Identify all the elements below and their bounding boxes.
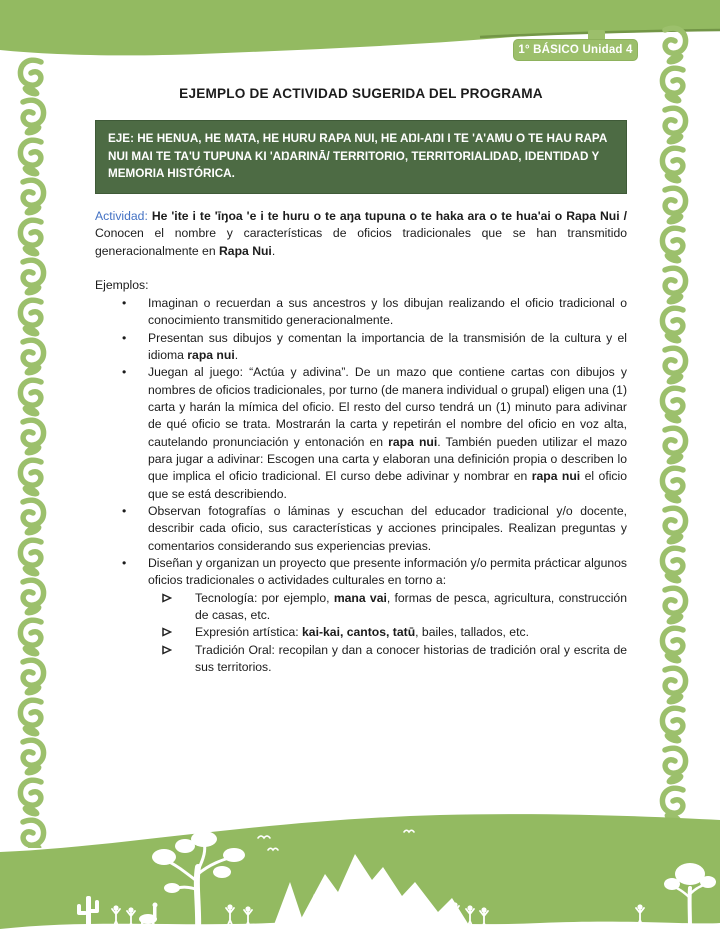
unit-badge-label: 1° BÁSICO Unidad 4: [518, 44, 633, 56]
list-item: [95, 555, 627, 590]
list-item: [95, 364, 627, 503]
arrow-bullet-icon: [162, 624, 195, 641]
sub-list-item: [95, 590, 627, 625]
left-ornament-border: [15, 56, 49, 848]
right-ornament-border: [657, 24, 691, 848]
list-item-text: Diseñan y organizan un proyecto que presente información y/o permita prácticar algunos oficios tradicionales o actividades culturales en torno a:: [148, 556, 627, 588]
arrow-bullet-icon: [162, 642, 195, 677]
list-item: [95, 503, 627, 555]
list-item-text: Presentan sus dibujos y comentan la importancia de la transmisión de la cultura y el idioma rapa nui.: [148, 330, 627, 363]
content-column: [95, 86, 627, 676]
activity-paragraph: Actividad: He 'ite i te 'īŋoa 'e i te huru o te aŋa tupuna o te haka ara o te hua'ai o Rapa Nui / Conocen el nombre y características de oficios tradicionales que se han transmitido generacionalmente en Rapa Nui.: [95, 208, 628, 259]
arrow-bullet-icon: [162, 590, 195, 625]
examples-label: Ejemplos:: [95, 278, 149, 293]
list-item-text: Observan fotografías o láminas y escuchan del educador tradicional y/o docente, describir cada oficio, sus características y acciones principales. Realizan preguntas y comentarios considerando sus experiencias previas.: [148, 504, 627, 553]
footer-landscape-illustration: [0, 812, 720, 932]
list-item: [95, 295, 627, 330]
header-wave: [0, 0, 720, 72]
sub-list-item-text: Tradición Oral: recopilan y dan a conocer historias de tradición oral y escrita de sus territorios.: [195, 642, 627, 674]
list-item-text: Juegan al juego: “Actúa y adivina”. De un mazo que contiene cartas con dibujos y nombres de oficios tradicionales, por turno (de manera individual o grupal) eligen una (1) carta y harán la mímica del oficio. El resto del curso tendrá un (1) minuto para adivinar de qué oficio se trata. Mostrarán la carta y repetirán el nombre del oficio en voz alta, cautelando pronunciación y entonación en rapa nui. También pueden utilizar el mazo para jugar a adivinar: Escogen una carta y elaboran una definición propia o describen lo que implica el oficio tradicional. El curso debe adivinar y nombrar en rapa nui el oficio que se está describiendo.: [148, 365, 627, 501]
page-title: EJEMPLO DE ACTIVIDAD SUGERIDA DEL PROGRAMA: [179, 86, 543, 101]
eje-axis-box: [95, 120, 627, 194]
list-item: [95, 330, 627, 365]
examples-bullet-list: [95, 295, 627, 676]
bullet-icon: •: [122, 330, 127, 345]
bullet-icon: •: [122, 556, 127, 570]
bullet-icon: •: [122, 504, 127, 519]
eje-axis-text: EJE: HE HENUA, HE MATA, HE HURU RAPA NUI, HE AŊI-AŊI I TE 'A'AMU O TE HAU RAPA NUI MAI TE TA'U TUPUNA KI 'AŊARINĀ/ TERRITORIO, TERRITORIALIDAD, IDENTIDAD Y MEMORIA HISTÓRICA.: [108, 132, 607, 181]
bullet-icon: •: [122, 365, 127, 380]
sub-list-item: [95, 642, 627, 677]
sub-list-item-text: Tecnología: por ejemplo, mana vai, formas de pesca, agricultura, construcción de casas, etc.: [195, 590, 627, 622]
sub-list-item: [95, 624, 627, 641]
unit-badge: [513, 39, 638, 61]
sub-list-item-text: Expresión artística: kai-kai, cantos, tatū, bailes, tallados, etc.: [195, 625, 529, 640]
list-item-text: Imaginan o recuerdan a sus ancestros y los dibujan realizando el oficio tradicional o conocimiento transmitido generacionalmente.: [148, 296, 627, 328]
bullet-icon: •: [122, 296, 127, 311]
